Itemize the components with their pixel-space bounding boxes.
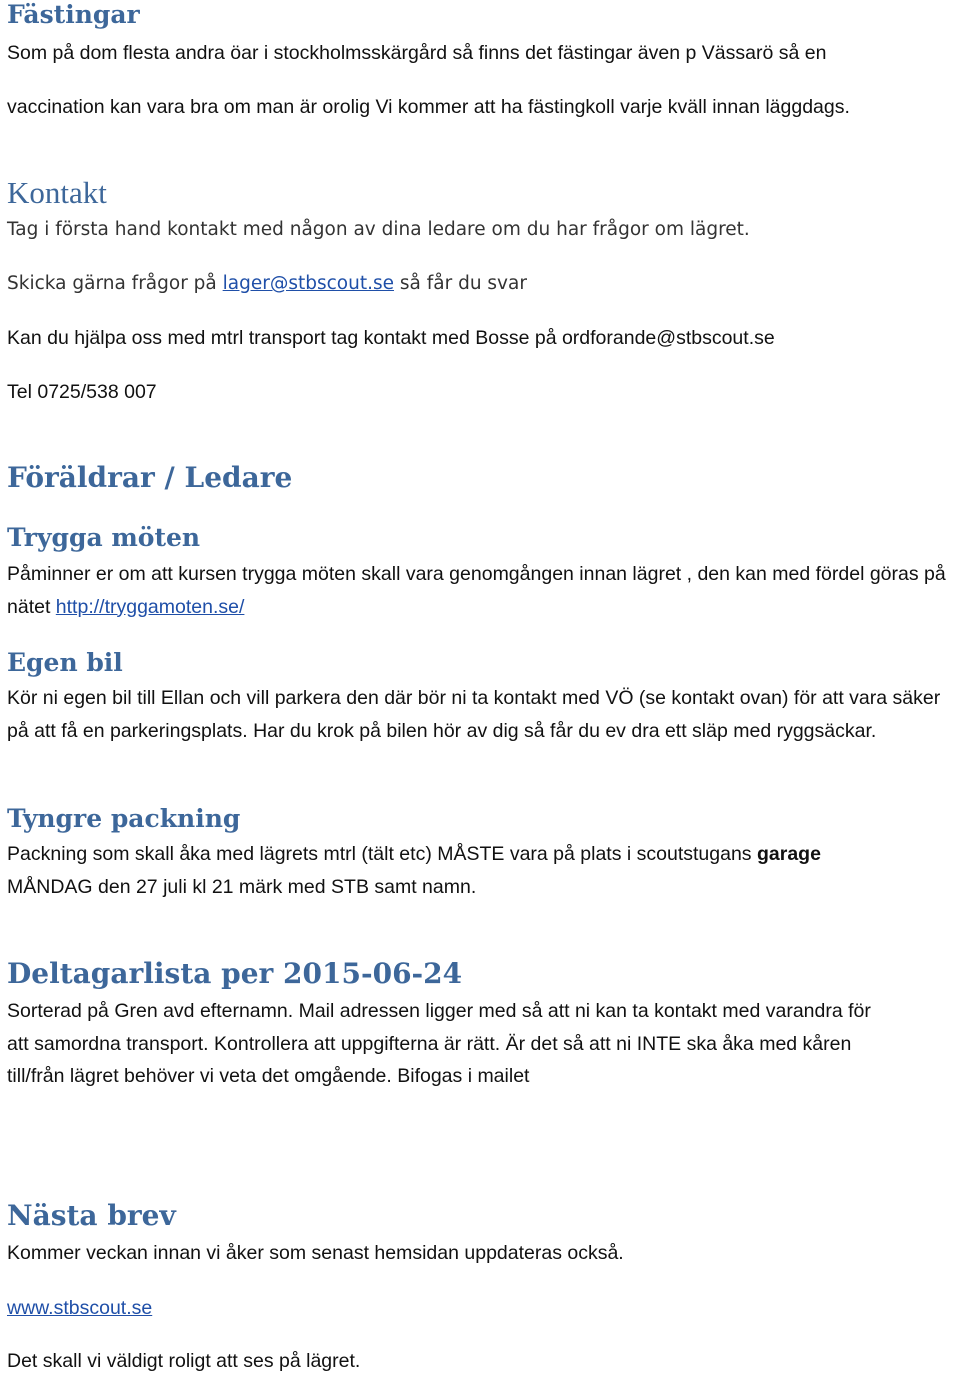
heading-foraldrar-ledare: Föräldrar / Ledare	[7, 461, 293, 494]
deltagarlista-line-3: till/från lägret behöver vi veta det omgående. Bifogas i mailet	[7, 1065, 530, 1087]
deltagarlista-line-1: Sorterad på Gren avd efternamn. Mail adressen ligger med så att ni kan ta kontakt med varandra för	[7, 1000, 871, 1022]
trygga-moten-text	[7, 558, 953, 623]
kontakt-line-1: Tag i första hand kontakt med någon av dina ledare om du har frågor om lägret.	[7, 219, 750, 240]
kontakt-line-3: Kan du hjälpa oss med mtrl transport tag kontakt med Bosse på ordforande@stbscout.se	[7, 327, 775, 349]
fastingar-line-2: vaccination kan vara bra om man är orolig Vi kommer att ha fästingkoll varje kväll innan läggdags.	[7, 96, 850, 118]
nasta-brev-line-1: Kommer veckan innan vi åker som senast hemsidan uppdateras också.	[7, 1242, 624, 1264]
heading-kontakt: Kontakt	[7, 175, 107, 210]
fastingar-line-1: Som på dom flesta andra öar i stockholmsskärgård så finns det fästingar även p Vässarö så en	[7, 42, 827, 64]
stbscout-website-link[interactable]: www.stbscout.se	[7, 1297, 153, 1319]
heading-deltagarlista: Deltagarlista per 2015-06-24	[7, 957, 463, 990]
kontakt-phone: Tel 0725/538 007	[7, 381, 157, 403]
deltagarlista-line-2: att samordna transport. Kontrollera att uppgifterna är rätt. Är det så att ni INTE ska åka med kåren	[7, 1033, 852, 1055]
lager-email-link[interactable]: lager@stbscout.se	[222, 273, 394, 294]
nasta-brev-closing: Det skall vi väldigt roligt att ses på lägret.	[7, 1350, 361, 1372]
packning-line-1	[7, 838, 821, 870]
egen-bil-text: Kör ni egen bil till Ellan och vill parkera den där bör ni ta kontakt med VÖ (se kontakt ovan) för att vara säker på att få en parkeringsplats. Har du krok på bilen hör av dig så får du ev dra ett släp med ryggsäckar.	[7, 687, 941, 742]
packning-garage: garage	[756, 843, 821, 865]
kontakt-line-2-pre: Skicka gärna frågor på	[7, 273, 223, 294]
heading-trygga-moten: Trygga möten	[7, 523, 201, 552]
heading-egen-bil: Egen bil	[7, 648, 123, 677]
heading-fastingar: Fästingar	[7, 0, 140, 29]
tryggamoten-link[interactable]: http://tryggamoten.se/	[55, 595, 245, 618]
packning-line-1-text: Packning som skall åka med lägrets mtrl (tält etc) MÅSTE vara på plats i scoutstugans	[7, 843, 757, 865]
heading-nasta-brev: Nästa brev	[7, 1199, 176, 1232]
heading-tyngre-packning: Tyngre packning	[7, 804, 241, 833]
kontakt-line-2-post: så får du svar	[394, 273, 527, 294]
packning-line-2: MÅNDAG den 27 juli kl 21 märk med STB samt namn.	[7, 876, 477, 898]
trygga-moten-body: Påminner er om att kursen trygga möten skall vara genomgången innan lägret , den kan med fördel göras på nätet	[7, 563, 946, 618]
kontakt-line-2	[7, 268, 527, 300]
